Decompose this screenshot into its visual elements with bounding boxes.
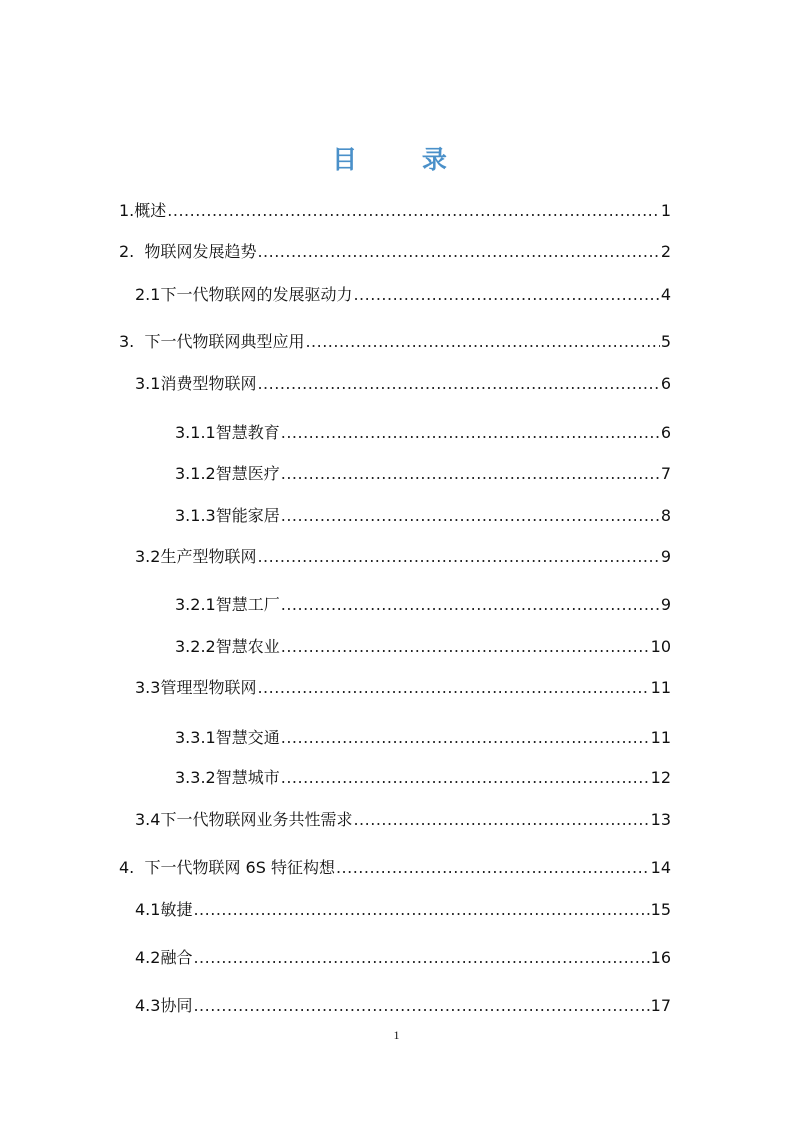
toc-entry-title: 消费型物联网 — [160, 374, 257, 393]
toc-entry-page: 11 — [650, 728, 671, 747]
toc-entry-page: 10 — [650, 637, 671, 656]
toc-entry-number: 2.1 — [135, 285, 161, 304]
toc-entry-title: 生产型物联网 — [160, 547, 257, 566]
toc-entry-title: 管理型物联网 — [160, 678, 257, 697]
toc-dot-leader — [257, 676, 649, 700]
toc-dot-leader — [281, 462, 660, 486]
toc-dot-leader — [257, 372, 659, 396]
footer-page-number: 1 — [393, 1028, 400, 1042]
toc-entry-page: 15 — [650, 900, 671, 919]
toc-dot-leader — [257, 240, 659, 264]
toc-entry-page: 6 — [660, 374, 671, 393]
toc-entry-page: 16 — [650, 948, 671, 967]
toc-entry-page: 1 — [660, 201, 671, 220]
toc-entry-page: 14 — [650, 858, 671, 877]
toc-dot-leader — [353, 283, 659, 307]
toc-entry[interactable] — [119, 856, 671, 880]
toc-dot-leader — [167, 199, 660, 223]
toc-entry-number: 4.1 — [135, 900, 161, 919]
toc-entry-number: 3.4 — [135, 810, 161, 829]
toc-dot-leader — [281, 504, 660, 528]
toc-dot-leader — [281, 635, 650, 659]
toc-entry-title: 智慧农业 — [215, 637, 280, 656]
toc-entry-number: 3.1.2 — [175, 464, 216, 483]
toc-entry[interactable] — [175, 635, 671, 659]
toc-dot-leader — [281, 726, 650, 750]
toc-entry-number: 3.1 — [135, 374, 161, 393]
toc-entry-page: 12 — [650, 768, 671, 787]
toc-dot-leader — [281, 766, 650, 790]
toc-entry[interactable] — [175, 726, 671, 750]
toc-entry-page: 4 — [660, 285, 671, 304]
toc-entry-page: 9 — [660, 595, 671, 614]
toc-entry-title: 智慧工厂 — [215, 595, 280, 614]
toc-entry[interactable] — [135, 898, 671, 922]
toc-entry[interactable] — [175, 421, 671, 445]
toc-entry[interactable] — [175, 766, 671, 790]
toc-entry[interactable] — [135, 808, 671, 832]
toc-dot-leader — [193, 946, 649, 970]
toc-entry-title: 融合 — [160, 948, 193, 967]
toc-entry-title: 下一代物联网业务共性需求 — [160, 810, 353, 829]
toc-entry-number: 3.3.1 — [175, 728, 216, 747]
toc-dot-leader — [281, 593, 660, 617]
toc-entry-number: 3.3 — [135, 678, 161, 697]
toc-entry[interactable] — [175, 504, 671, 528]
toc-entry-page: 5 — [660, 332, 671, 351]
toc-entry[interactable] — [119, 330, 671, 354]
toc-entry[interactable] — [135, 676, 671, 700]
toc-entry-title: 智慧医疗 — [215, 464, 280, 483]
toc-entry[interactable] — [119, 240, 671, 264]
toc-entry-number: 3.2.2 — [175, 637, 216, 656]
toc-entry-title: 智慧城市 — [215, 768, 280, 787]
toc-dot-leader — [305, 330, 659, 354]
toc-entry-number: 1. — [119, 201, 135, 220]
toc-entry-number: 3. — [119, 332, 145, 351]
toc-entry-page: 7 — [660, 464, 671, 483]
toc-dot-leader — [193, 898, 649, 922]
toc-dot-leader — [281, 421, 660, 445]
toc-entry-title: 智慧交通 — [215, 728, 280, 747]
toc-entry-page: 9 — [660, 547, 671, 566]
toc-entry[interactable] — [135, 994, 671, 1018]
toc-dot-leader — [257, 545, 659, 569]
toc-entry-number: 3.2.1 — [175, 595, 216, 614]
toc-entry-title: 概述 — [134, 201, 167, 220]
toc-entry-title: 敏捷 — [160, 900, 193, 919]
toc-dot-leader — [193, 994, 649, 1018]
toc-entry-number: 4.2 — [135, 948, 161, 967]
toc-entry[interactable] — [135, 372, 671, 396]
toc-entry-title: 物联网发展趋势 — [144, 242, 257, 261]
toc-entry-number: 3.1.1 — [175, 423, 216, 442]
toc-entry-number: 3.1.3 — [175, 506, 216, 525]
toc-dot-leader — [336, 856, 650, 880]
toc-entry[interactable] — [175, 462, 671, 486]
toc-dot-leader — [353, 808, 649, 832]
toc-entry-title: 智能家居 — [215, 506, 280, 525]
toc-entry[interactable] — [135, 283, 671, 307]
toc-entry-title: 协同 — [160, 996, 193, 1015]
toc-entry-page: 11 — [650, 678, 671, 697]
toc-entry-page: 17 — [650, 996, 671, 1015]
toc-entry[interactable] — [135, 545, 671, 569]
toc-entry-title: 智慧教育 — [215, 423, 280, 442]
toc-entry-number: 3.3.2 — [175, 768, 216, 787]
toc-entry-page: 6 — [660, 423, 671, 442]
toc-entry-page: 13 — [650, 810, 671, 829]
toc-entry-page: 2 — [660, 242, 671, 261]
toc-entry-number: 4. — [119, 858, 145, 877]
toc-entry-number: 2. — [119, 242, 145, 261]
toc-entry-page: 8 — [660, 506, 671, 525]
toc-entry[interactable] — [135, 946, 671, 970]
toc-entry[interactable] — [175, 593, 671, 617]
toc-entry[interactable] — [119, 199, 671, 223]
toc-entry-title: 下一代物联网 6S 特征构想 — [144, 858, 335, 877]
toc-entry-title: 下一代物联网的发展驱动力 — [160, 285, 353, 304]
toc-entry-number: 4.3 — [135, 996, 161, 1015]
toc-entry-title: 下一代物联网典型应用 — [144, 332, 305, 351]
page-title: 目 录 — [332, 145, 475, 174]
toc-entry-number: 3.2 — [135, 547, 161, 566]
